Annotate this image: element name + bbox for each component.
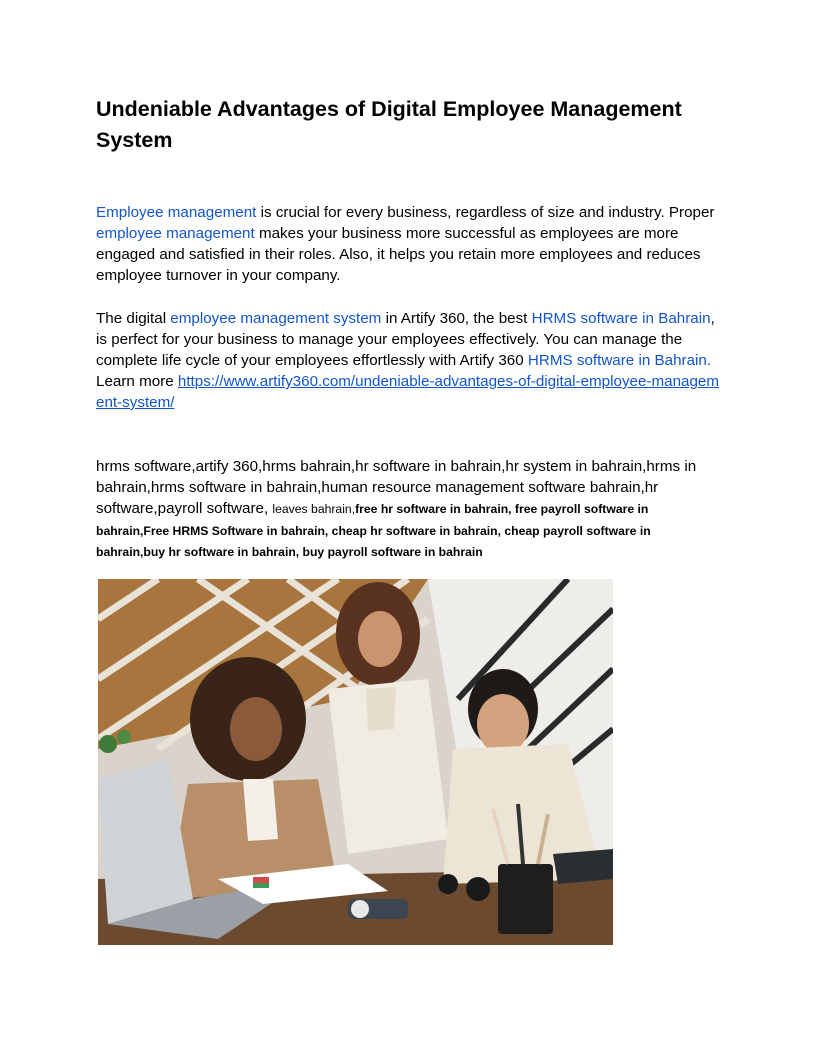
office-team-photo: [98, 579, 613, 945]
learn-more-url-link[interactable]: https://www.artify360.com/undeniable-advantages-of-digital-employee-management-system/: [96, 373, 720, 411]
artify-text-3: , is perfect for your business to manage your employees effectively. You can manage the complete life cycle of your employees effortlessly with Artify 360: [96, 310, 715, 369]
hrms-software-bahrain-link-2[interactable]: HRMS software in Bahrain.: [527, 352, 712, 369]
keywords-text: hrms software,artify 360,hrms bahrain,hr software in bahrain,hr system in bahrain,hrms in bahrain,hrms software in bahrain,human resource management software bahrain,hr software,payroll software,: [96, 458, 697, 517]
hrms-software-bahrain-link[interactable]: HRMS software in Bahrain: [531, 310, 711, 327]
intro-text-2: makes your business more successful as employees are more engaged and satisfied in their roles. Also, it helps you retain more employees and reduces employee turnover in your company.: [96, 225, 701, 284]
keywords-small-text: leaves bahrain,: [272, 502, 356, 516]
employee-management-link-2[interactable]: employee management: [96, 225, 255, 242]
keywords-paragraph: [96, 456, 720, 562]
artify-text-1: The digital: [96, 310, 171, 327]
page-title: Undeniable Advantages of Digital Employee Management System: [96, 97, 682, 152]
artify-text-4: Learn more: [96, 373, 178, 390]
employee-management-system-link[interactable]: employee management system: [170, 310, 382, 327]
artify-paragraph: [96, 308, 720, 413]
intro-paragraph: [96, 202, 720, 286]
keywords-bold-text: free hr software in bahrain, free payroll software in bahrain,Free HRMS Software in bahrain, cheap hr software in bahrain, cheap payroll software in bahrain,buy hr software in bahrain, buy payroll software in bahrain: [96, 502, 651, 559]
artify-text-2: in Artify 360, the best: [381, 310, 532, 327]
employee-management-link[interactable]: Employee management: [96, 204, 257, 221]
intro-text-1: is crucial for every business, regardless of size and industry. Proper: [256, 204, 715, 221]
